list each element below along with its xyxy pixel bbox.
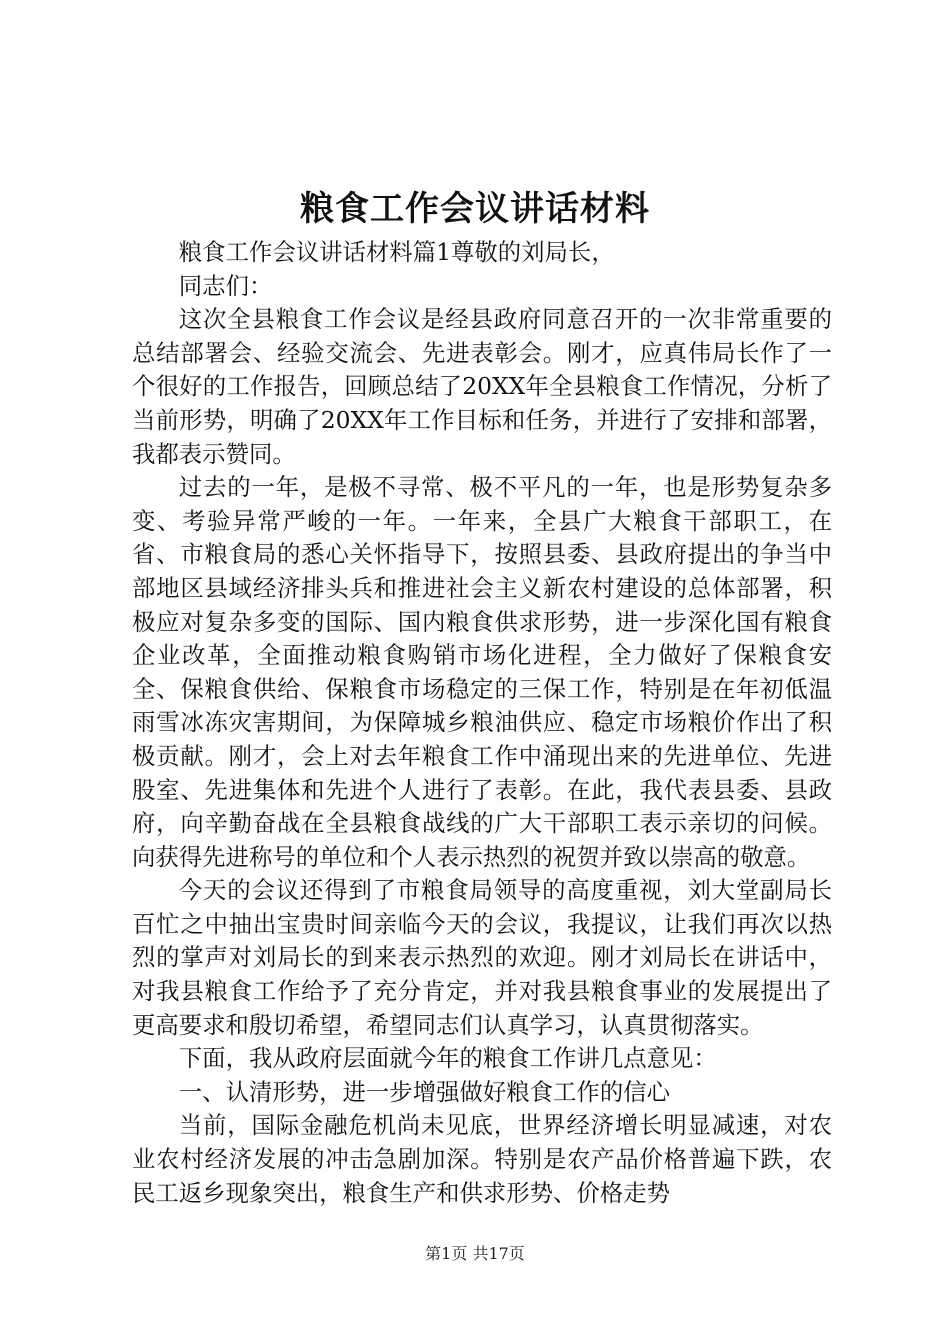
document-title: 粮食工作会议讲话材料 <box>300 189 650 229</box>
paragraph: 下面，我从政府层面就今年的粮食工作讲几点意见： <box>178 1044 717 1073</box>
paragraph: 今天的会议还得到了市粮食局领导的高度重视，刘大堂副局长百忙之中抽出宝贵时间亲临今天的会议，我提议，让我们再次以热烈的掌声对刘局长的到来表示热烈的欢迎。刚才刘局长在讲话中，对我县粮食工作给予了充分肯定，并对我县粮食事业的发展提出了更高要求和殷切希望，希望同志们认真学习，认真贯彻落实。 <box>132 876 832 1039</box>
paragraph: 过去的一年，是极不寻常、极不平凡的一年，也是形势复杂多变、考验异常严峻的一年。一年来，全县广大粮食干部职工，在省、市粮食局的悉心关怀指导下，按照县委、县政府提出的争当中部地区县域经济排头兵和推进社会主义新农村建设的总体部署，积极应对复杂多变的国际、国内粮食供求形势，进一步深化国有粮食企业改革，全面推动粮食购销市场化进程，全力做好了保粮食安全、保粮食供给、保粮食市场稳定的三保工作，特别是在年初低温雨雪冰冻灾害期间，为保障城乡粮油供应、稳定市场粮价作出了积极贡献。刚才，会上对去年粮食工作中涌现出来的先进单位、先进股室、先进集体和先进个人进行了表彰。在此，我代表县委、县政府，向辛勤奋战在全县粮食战线的广大干部职工表示亲切的问候。向获得先进称号的单位和个人表示热烈的祝贺并致以崇高的敬意。 <box>132 473 832 871</box>
document-body <box>132 236 832 1210</box>
page-footer: 第1页 共17页 <box>425 1244 525 1263</box>
paragraph-greeting: 同志们： <box>178 271 273 300</box>
paragraph: 这次全县粮食工作会议是经县政府同意召开的一次非常重要的总结部署会、经验交流会、先进表彰会。刚才，应真伟局长作了一个很好的工作报告，回顾总结了20XX年全县粮食工作情况，分析了当前形势，明确了20XX年工作目标和任务，并进行了安排和部署，我都表示赞同。 <box>132 305 832 468</box>
paragraph-salutation: 粮食工作会议讲话材料篇1尊敬的刘局长， <box>178 238 615 266</box>
section-heading: 一、认清形势，进一步增强做好粮食工作的信心 <box>178 1077 670 1106</box>
paragraph: 当前，国际金融危机尚未见底，世界经济增长明显减速，对农业农村经济发展的冲击急剧加深。特别是农产品价格普遍下跌，农民工返乡现象突出，粮食生产和供求形势、价格走势 <box>132 1111 832 1207</box>
